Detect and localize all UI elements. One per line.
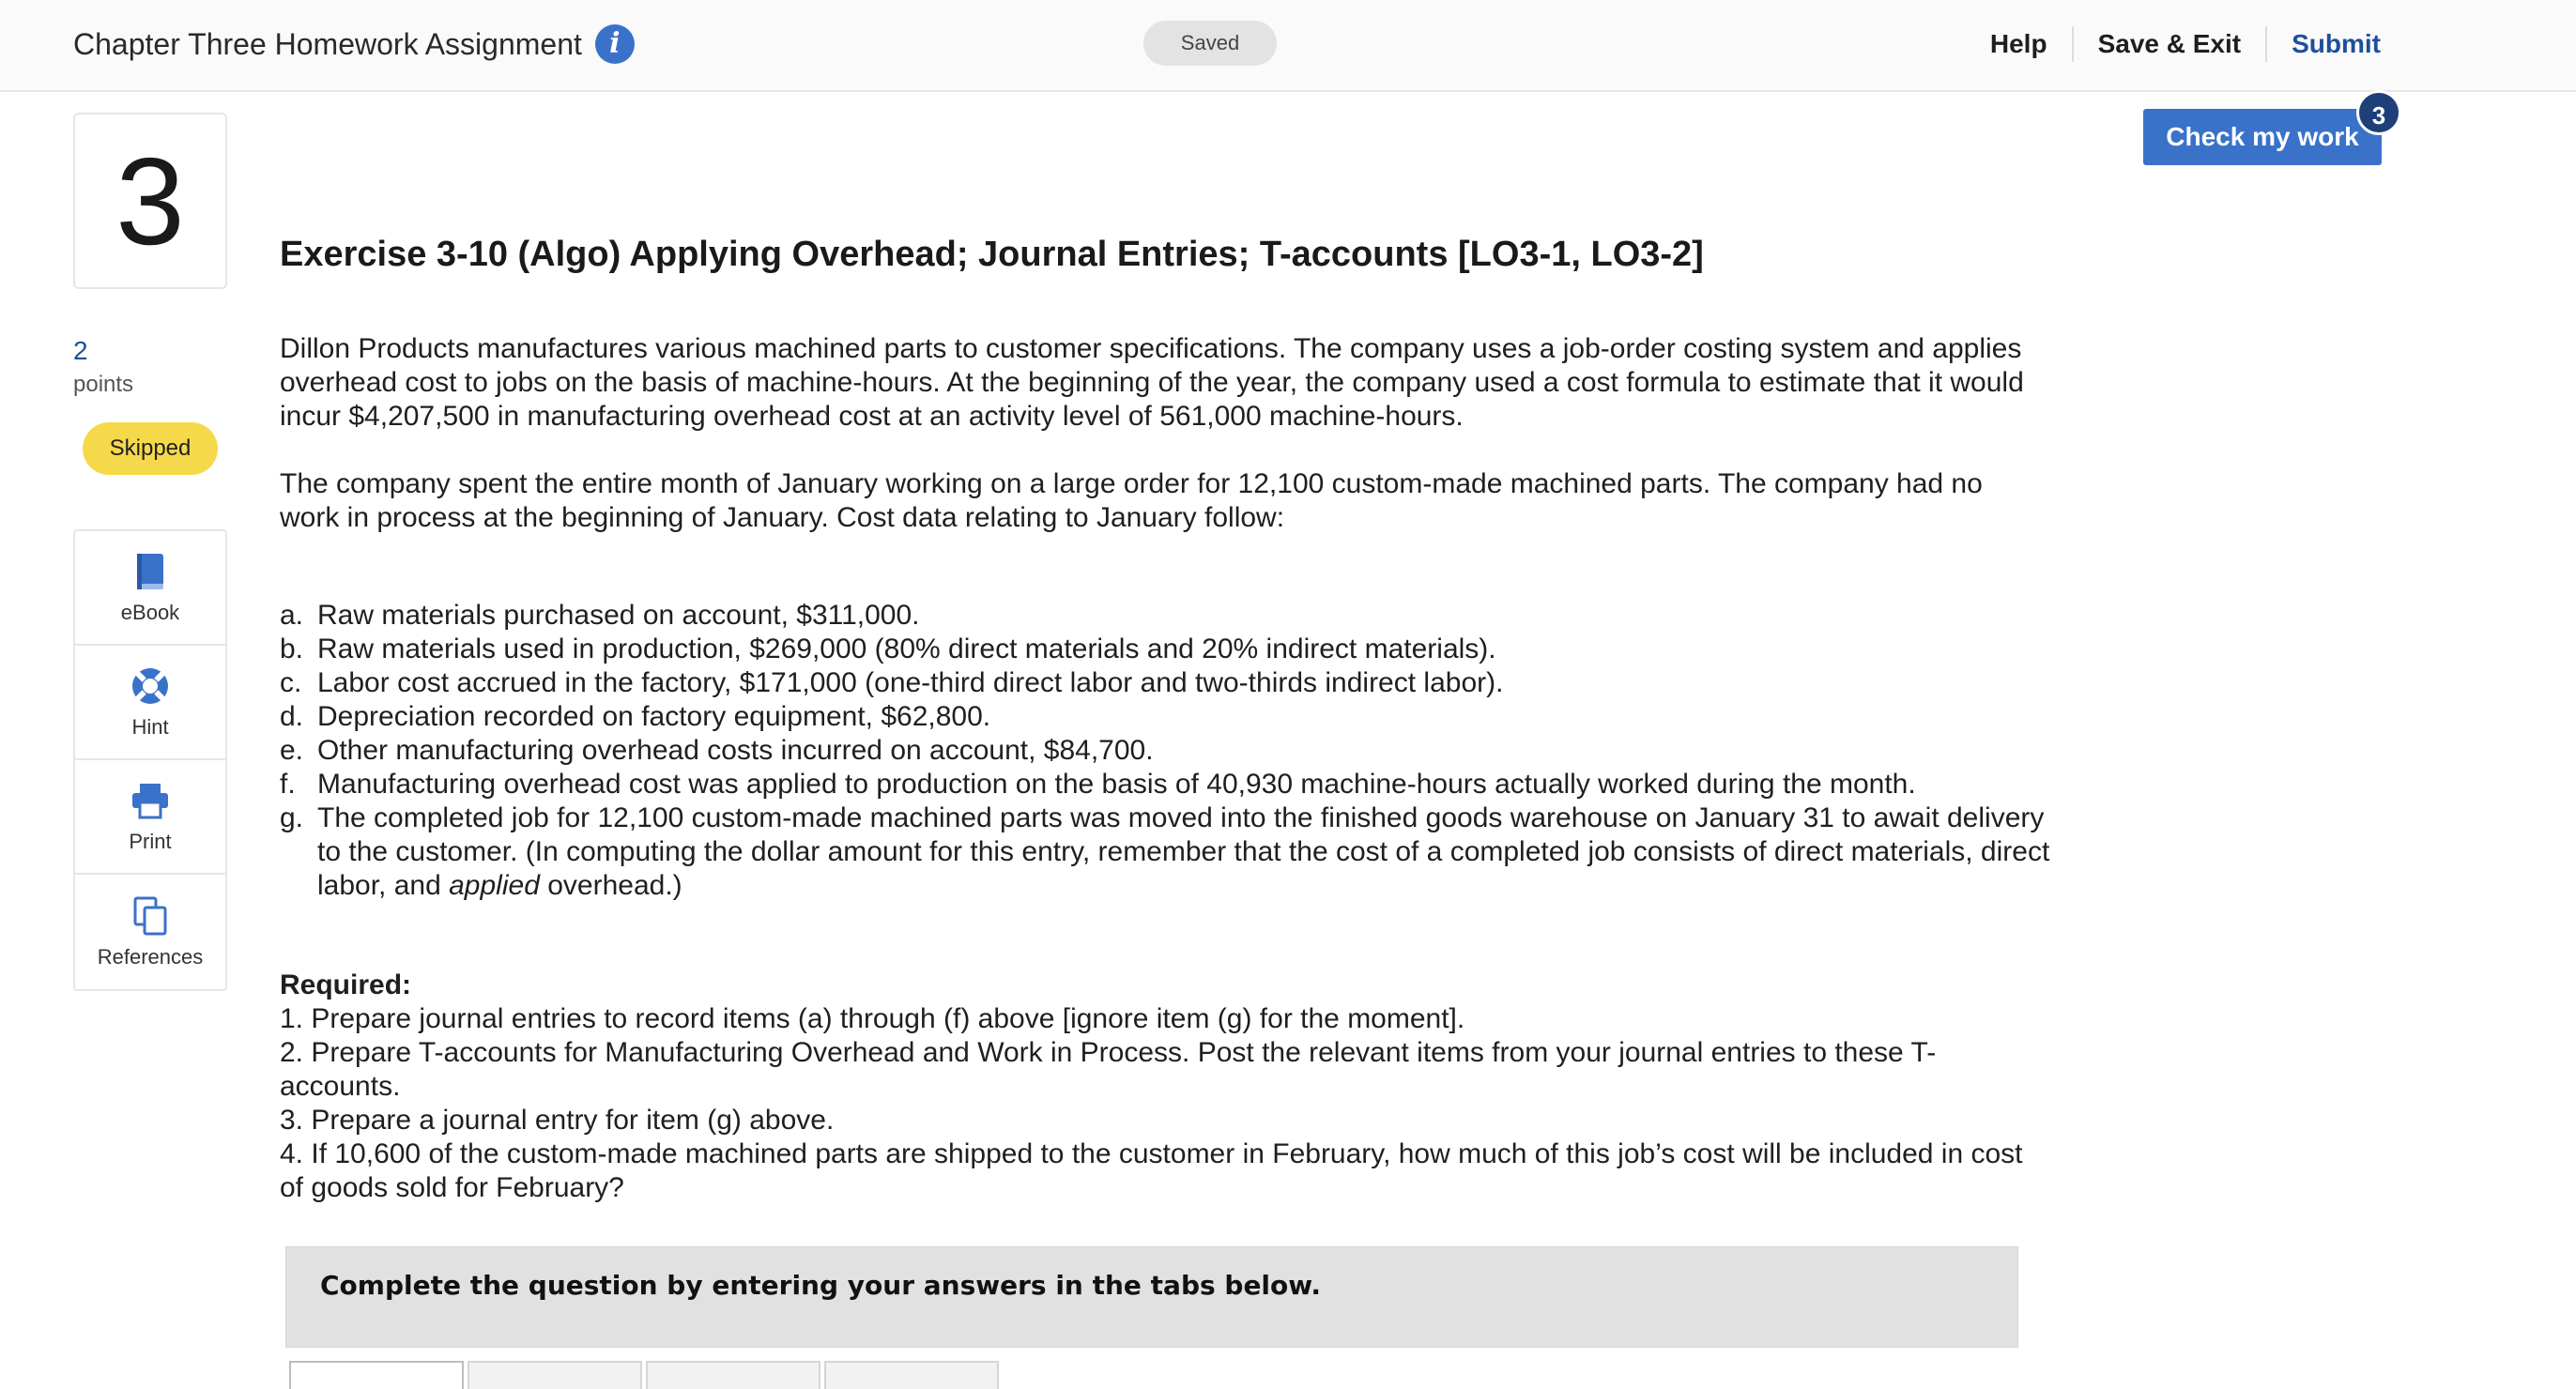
item-g-emphasis: applied [449, 870, 540, 901]
required-heading: Required: [280, 969, 412, 1000]
info-icon[interactable]: i [595, 24, 635, 64]
references-button[interactable] [75, 875, 225, 989]
item-marker: a. [280, 600, 304, 631]
instruction-text: Complete the question by entering your answers in the tabs below. [320, 1270, 1321, 1301]
item-text: Raw materials purchased on account, $311,000. [317, 600, 920, 631]
documents-icon [132, 894, 168, 938]
tab-1[interactable] [289, 1361, 464, 1389]
exercise-title: Exercise 3-10 (Algo) Applying Overhead; Journal Entries; T-accounts [LO3-1, LO3-2] [280, 235, 1704, 274]
save-exit-link[interactable]: Save & Exit [2097, 29, 2242, 58]
list-item [280, 599, 2063, 633]
lifebuoy-icon [130, 664, 170, 708]
item-text [317, 801, 2063, 903]
tab-3[interactable] [646, 1361, 820, 1389]
assignment-title: Chapter Three Homework Assignment [73, 26, 582, 61]
required-item: 1. Prepare journal entries to record items (a) through (f) above [ignore item (g) for the moment]. [280, 1003, 1465, 1034]
help-link[interactable]: Help [1989, 29, 2047, 58]
print-button[interactable] [75, 760, 225, 875]
item-text: Depreciation recorded on factory equipment, $62,800. [317, 701, 991, 732]
tool-label: eBook [120, 601, 180, 624]
ebook-button[interactable] [75, 531, 225, 646]
item-text: Labor cost accrued in the factory, $171,000 (one-third direct labor and two-thirds indirect labor). [317, 667, 1504, 698]
item-g-text: The completed job for 12,100 custom-made machined parts was moved into the finished goods warehouse on January 31 to await delivery to the customer. (In computing the dollar amount for this entry, remember that the cost of a completed job consists of direct materials, direct labor, and [317, 802, 2050, 901]
list-item [280, 700, 2063, 734]
item-marker: f. [280, 769, 296, 800]
exercise-paragraph-2: The company spent the entire month of January working on a large order for 12,100 custom-made machined parts. The company had no work in process at the beginning of January. Cost data relating to January follow: [280, 468, 1983, 533]
cost-data-list [280, 599, 2063, 903]
required-section [280, 969, 2045, 1205]
item-text: Raw materials used in production, $269,000 (80% direct materials and 20% indirect materials). [317, 633, 1496, 664]
question-number: 3 [73, 113, 227, 289]
item-text: Other manufacturing overhead costs incurred on account, $84,700. [317, 735, 1154, 766]
item-text: Manufacturing overhead cost was applied to production on the basis of 40,930 machine-hours actually worked during the month. [317, 769, 1916, 800]
top-bar [0, 0, 2576, 92]
list-item [280, 666, 2063, 700]
item-g-text-end: overhead.) [539, 870, 682, 901]
tab-4[interactable] [824, 1361, 999, 1389]
item-marker: g. [280, 802, 304, 833]
tool-label: Print [129, 830, 172, 853]
assignment-title-area [73, 24, 635, 64]
required-item: 2. Prepare T-accounts for Manufacturing Overhead and Work in Process. Post the relevant items from your journal entries to these T-accounts. [280, 1037, 1937, 1102]
tab-2[interactable] [468, 1361, 642, 1389]
points-value: 2 [73, 336, 88, 365]
points-label: points [73, 372, 134, 397]
save-status-badge: Saved [1143, 21, 1277, 66]
check-my-work-button[interactable]: Check my work [2143, 109, 2382, 165]
required-item: 4. If 10,600 of the custom-made machined parts are shipped to the customer in February, how much of this job’s cost will be included in cost of goods sold for February? [280, 1138, 2023, 1203]
item-marker: d. [280, 701, 304, 732]
hint-button[interactable] [75, 646, 225, 760]
list-item [280, 734, 2063, 768]
book-icon [133, 550, 167, 593]
required-item: 3. Prepare a journal entry for item (g) above. [280, 1105, 835, 1136]
list-item [280, 633, 2063, 666]
item-marker: c. [280, 667, 302, 698]
instruction-banner [285, 1246, 2018, 1348]
list-item [280, 801, 2063, 903]
printer-icon [130, 779, 170, 822]
exercise-paragraph-1: Dillon Products manufactures various machined parts to customer specifications. The company uses a job-order costing system and applies overhead cost to jobs on the basis of machine-hours. At the beginning of the year, the company used a cost formula to estimate that it would incur $4,207,500 in manufacturing overhead cost at an activity level of 561,000 machine-hours. [280, 333, 2024, 432]
list-item [280, 768, 2063, 801]
attempts-remaining-badge: 3 [2356, 90, 2401, 135]
header-links [1966, 26, 2381, 62]
item-marker: b. [280, 633, 304, 664]
status-badge: Skipped [83, 422, 218, 475]
answer-tabs [289, 1361, 1003, 1389]
item-marker: e. [280, 735, 304, 766]
tool-label: Hint [131, 715, 169, 739]
tools-panel [73, 529, 227, 991]
tool-label: References [97, 945, 204, 969]
submit-link[interactable]: Submit [2292, 29, 2381, 58]
